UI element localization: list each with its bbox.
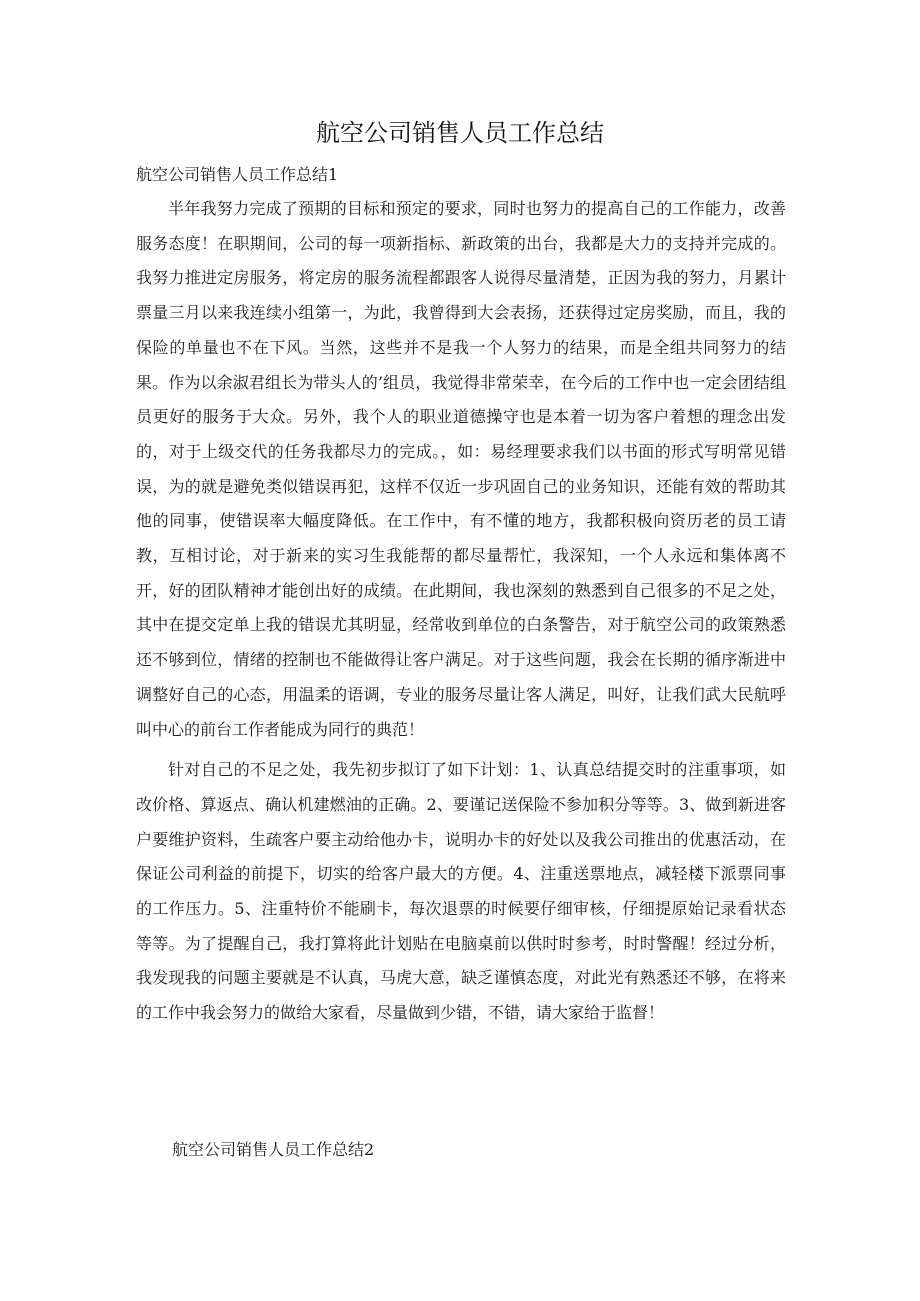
paragraph-2: 针对自己的不足之处，我先初步拟订了如下计划：1、认真总结提交时的注重事项，如改价格、算返点、确认机建燃油的正确。2、要谨记送保险不参加积分等等。3、做到新进客户要维护资料，生疏客户要主动给他办卡，说明办卡的好处以及我公司推出的优惠活动，在保证公司利益的前提下，切实的给客户最大的方便。4、注重送票地点，减轻楼下派票同事的工作压力。5、注重特价不能刷卡，每次退票的时候要仔细审核，仔细提原始记录看状态等等。为了提醒自己，我打算将此计划贴在电脑桌前以供时时参考，时时警醒！经过分析，我发现我的问题主要就是不认真，马虎大意，缺乏谨慎态度，对此光有熟悉还不够，在将来的工作中我会努力的做给大家看，尽量做到少错，不错，请大家给于监督！: [136, 760, 786, 1023]
document-title: 航空公司销售人员工作总结: [316, 119, 604, 147]
document-body: [136, 192, 786, 1035]
section-1-heading: 航空公司销售人员工作总结1: [136, 165, 339, 184]
section-2-heading: 航空公司销售人员工作总结2: [172, 1140, 375, 1159]
paragraph-1: 半年我努力完成了预期的目标和预定的要求，同时也努力的提高自己的工作能力，改善服务态度！在职期间，公司的每一项新指标、新政策的出台，我都是大力的支持并完成的。我努力推进定房服务，将定房的服务流程都跟客人说得尽量清楚，正因为我的努力，月累计票量三月以来我连续小组第一，为此，我曾得到大会表扬，还获得过定房奖励，而且，我的保险的单量也不在下风。当然，这些并不是我一个人努力的结果，而是全组共同努力的结果。作为以余淑君组长为带头人的’组员，我觉得非常荣幸，在今后的工作中也一定会团结组员更好的服务于大众。另外，我个人的职业道德操守也是本着一切为客户着想的理念出发的，对于上级交代的任务我都尽力的完成。，如：易经理要求我们以书面的形式写明常见错误，为的就是避免类似错误再犯，这样不仅近一步巩固自己的业务知识，还能有效的帮助其他的同事，使错误率大幅度降低。在工作中，有不懂的地方，我都积极向资历老的员工请教，互相讨论，对于新来的实习生我能帮的都尽量帮忙，我深知，一个人永远和集体离不开，好的团队精神才能创出好的成绩。在此期间，我也深刻的熟悉到自己很多的不足之处，其中在提交定单上我的错误尤其明显，经常收到单位的白条警告，对于航空公司的政策熟悉还不够到位，情绪的控制也不能做得让客户满足。对于这些问题，我会在长期的循序渐进中调整好自己的心态，用温柔的语调，专业的服务尽量让客人满足，叫好，让我们武大民航呼叫中心的前台工作者能成为同行的典范！: [136, 199, 786, 739]
